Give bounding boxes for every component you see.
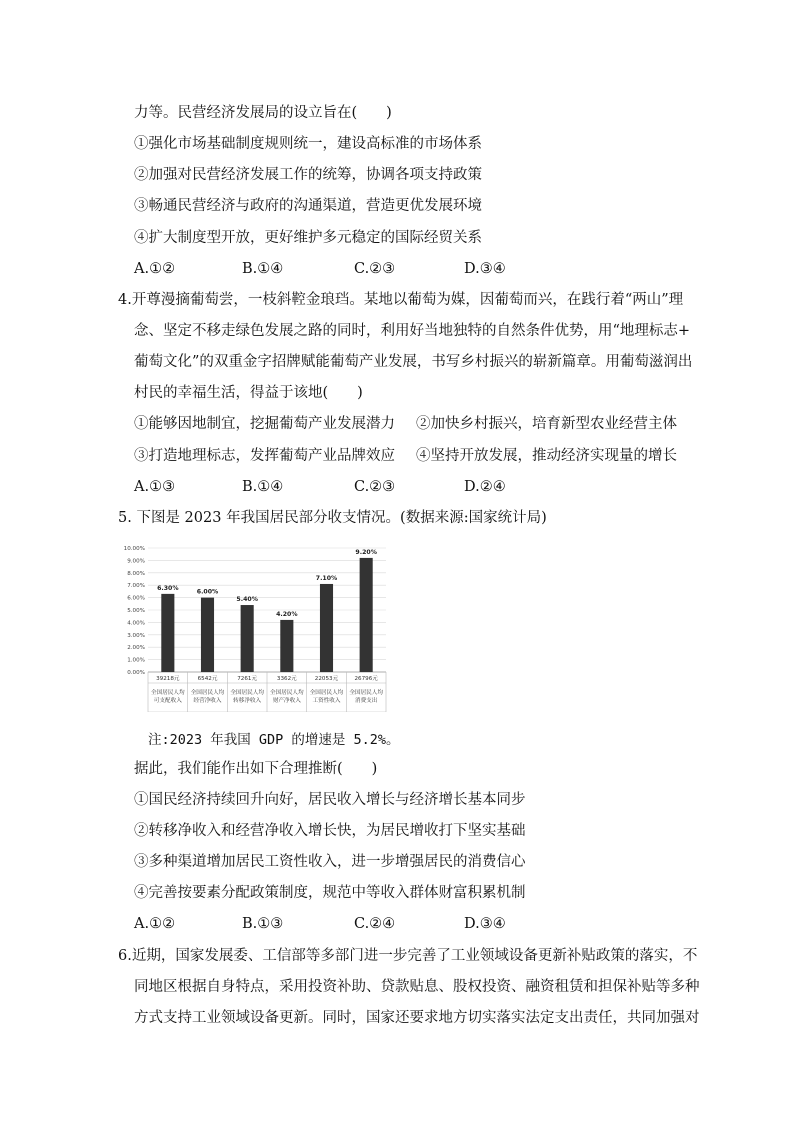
- bar: [201, 598, 214, 672]
- amount-label: 7261元: [237, 676, 258, 682]
- bar: [320, 584, 333, 672]
- bar-value-label: 9.20%: [355, 548, 377, 556]
- q4-statement-1: ①能够因地制宜，挖掘葡萄产业发展潜力: [134, 416, 395, 432]
- y-tick-label: 0.00%: [127, 670, 145, 676]
- x-category-label: 财产净收入: [272, 698, 301, 704]
- q5-note: 注:2023 年我国 GDP 的增速是 5.2%。: [148, 732, 400, 748]
- amount-label: 3362元: [276, 676, 297, 682]
- q3-option-d[interactable]: D.③④: [464, 261, 506, 277]
- q5-statement-3: ③多种渠道增加居民工资性收入，进一步增强居民的消费信心: [134, 854, 526, 870]
- q6-stem-line-3: 方式支持工业领域设备更新。同时，国家还要求地方切实落实法定支出责任，共同加强对: [134, 1010, 700, 1026]
- amount-label: 26796元: [354, 676, 378, 682]
- q5-statement-1: ①国民经济持续回升向好，居民收入增长与经济增长基本同步: [134, 792, 526, 808]
- q3-statement-4: ④扩大制度型开放，更好维护多元稳定的国际经贸关系: [134, 230, 482, 246]
- income-growth-bar-chart: [118, 540, 388, 712]
- bar-value-label: 4.20%: [276, 610, 298, 618]
- q6-stem-line-1: 6.近期，国家发展委、工信部等多部门进一步完善了工业领域设备更新补贴政策的落实，不: [118, 948, 698, 964]
- bar-value-label: 6.30%: [157, 584, 179, 592]
- q3-statement-2: ②加强对民营经济发展工作的统筹，协调各项支持政策: [134, 167, 482, 183]
- amount-label: 39218元: [156, 676, 180, 682]
- q4-statement-2: ②加快乡村振兴，培育新型农业经营主体: [416, 416, 677, 432]
- q6-stem-line-2: 同地区根据自身特点，采用投资补助、贷款贴息、股权投资、融资租赁和担保补贴等多种: [134, 979, 700, 995]
- y-tick-label: 6.00%: [127, 595, 145, 602]
- y-tick-label: 1.00%: [127, 657, 145, 664]
- x-category-label: 消费支出: [354, 698, 378, 704]
- amount-label: 6542元: [197, 676, 218, 682]
- x-category-label: 可支配收入: [153, 698, 182, 704]
- q3-options: [134, 259, 654, 279]
- q3-option-b[interactable]: B.①④: [242, 261, 284, 277]
- q5-option-a[interactable]: A.①②: [134, 916, 176, 932]
- q4-option-b[interactable]: B.①④: [242, 479, 284, 495]
- x-category-label: 工资性收入: [312, 698, 341, 704]
- y-tick-label: 10.00%: [123, 546, 145, 552]
- q5-statement-2: ②转移净收入和经营净收入增长快，为居民增收打下坚实基础: [134, 823, 526, 839]
- bar: [360, 558, 373, 672]
- q3-option-c[interactable]: C.②③: [354, 261, 396, 277]
- amount-label: 22053元: [314, 676, 339, 682]
- x-category-label: 全国居民人均: [309, 690, 344, 696]
- q4-stem-line-3: 葡萄文化”的双重金字招牌赋能葡萄产业发展，书写乡村振兴的崭新篇章。用葡萄滋润出: [134, 354, 693, 370]
- q5-option-b[interactable]: B.①③: [242, 916, 284, 932]
- y-tick-label: 3.00%: [127, 632, 145, 639]
- q4-statement-3: ③打造地理标志，发挥葡萄产业品牌效应: [134, 448, 395, 464]
- x-category-label: 全国居民人均: [349, 690, 383, 696]
- q4-option-a[interactable]: A.①③: [134, 479, 176, 495]
- q4-option-d[interactable]: D.②④: [464, 479, 506, 495]
- q3-option-a[interactable]: A.①②: [134, 261, 176, 277]
- q5-stem: 5. 下图是 2023 年我国居民部分收支情况。(数据来源:国家统计局): [118, 510, 547, 526]
- q4-options: [134, 477, 654, 497]
- y-tick-label: 5.00%: [127, 608, 145, 614]
- q5-statement-4: ④完善按要素分配政策制度，规范中等收入群体财富积累机制: [134, 885, 526, 901]
- q3-statement-3: ③畅通民营经济与政府的沟通渠道，营造更优发展环境: [134, 198, 482, 214]
- x-category-label: 转移净收入: [233, 698, 262, 704]
- bar: [280, 620, 293, 672]
- x-category-label: 经营净收入: [193, 698, 222, 704]
- q3-stem-tail: 力等。民营经济发展局的设立旨在( ): [134, 105, 392, 121]
- q3-statement-1: ①强化市场基础制度规则统一，建设高标准的市场体系: [134, 136, 482, 152]
- bar-value-label: 7.10%: [315, 574, 338, 582]
- q5-prompt: 据此，我们能作出如下合理推断( ): [134, 761, 378, 777]
- bar-value-label: 5.40%: [236, 596, 258, 604]
- q4-option-c[interactable]: C.②③: [354, 479, 396, 495]
- q4-statement-4: ④坚持开放发展，推动经济实现量的增长: [416, 448, 677, 464]
- x-category-label: 全国居民人均: [270, 690, 304, 696]
- q5-option-d[interactable]: D.③④: [464, 916, 506, 932]
- q4-stem-line-4: 村民的幸福生活，得益于该地( ): [134, 385, 363, 401]
- y-tick-label: 4.00%: [127, 620, 145, 627]
- q4-stem-line-2: 念、坚定不移走绿色发展之路的同时，利用好当地独特的自然条件优势，用“地理标志+: [134, 323, 691, 339]
- x-category-label: 全国居民人均: [230, 690, 264, 696]
- bar-value-label: 6.00%: [196, 588, 219, 596]
- y-tick-label: 7.00%: [127, 583, 145, 590]
- bar: [161, 594, 174, 672]
- y-tick-label: 9.00%: [127, 558, 145, 565]
- q5-options: [134, 914, 654, 934]
- bar: [241, 605, 254, 672]
- q4-stem-line-1: 4.开尊漫摘葡萄尝，一枝斜鞚金琅珰。某地以葡萄为媒，因葡萄而兴，在践行着“两山”理: [118, 292, 684, 308]
- x-category-label: 全国居民人均: [151, 690, 185, 696]
- q5-option-c[interactable]: C.②④: [354, 916, 396, 932]
- y-tick-label: 2.00%: [127, 645, 145, 652]
- x-category-label: 全国居民人均: [190, 690, 225, 696]
- y-tick-label: 8.00%: [127, 570, 145, 577]
